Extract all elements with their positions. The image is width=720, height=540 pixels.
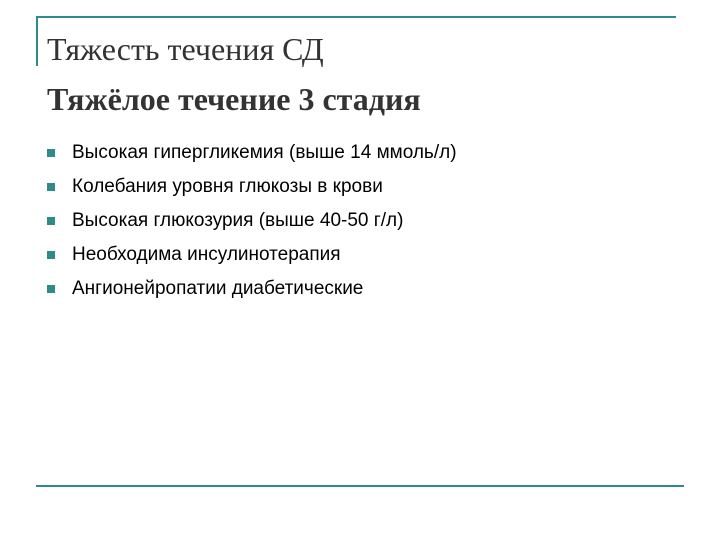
square-bullet-icon bbox=[47, 285, 55, 293]
square-bullet-icon bbox=[47, 183, 55, 191]
square-bullet-icon bbox=[47, 149, 55, 157]
bullet-text: Высокая глюкозурия (выше 40-50 г/л) bbox=[72, 210, 404, 231]
bullet-list bbox=[47, 136, 457, 306]
bullet-text: Колебания уровня глюкозы в крови bbox=[72, 176, 383, 197]
bullet-text: Необходима инсулинотерапия bbox=[72, 244, 341, 265]
list-item bbox=[47, 204, 457, 238]
list-item bbox=[47, 238, 457, 272]
list-item bbox=[47, 170, 457, 204]
bullet-text: Высокая гипергликемия (выше 14 ммоль/л) bbox=[72, 142, 457, 163]
slide-title: Тяжесть течения СД bbox=[47, 31, 324, 67]
top-divider bbox=[36, 16, 676, 18]
bottom-divider bbox=[36, 485, 684, 487]
list-item bbox=[47, 272, 457, 306]
slide-subtitle: Тяжёлое течение 3 стадия bbox=[47, 81, 421, 117]
square-bullet-icon bbox=[47, 251, 55, 259]
list-item bbox=[47, 136, 457, 170]
bullet-text: Ангионейропатии диабетические bbox=[72, 278, 364, 299]
left-divider bbox=[36, 16, 38, 66]
square-bullet-icon bbox=[47, 217, 55, 225]
